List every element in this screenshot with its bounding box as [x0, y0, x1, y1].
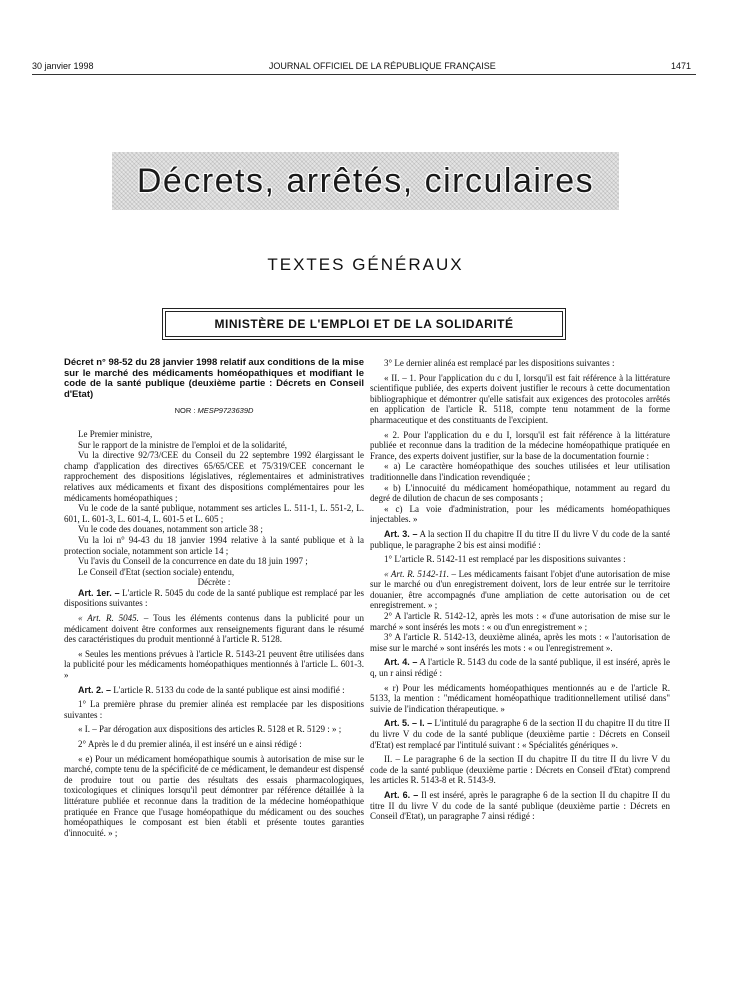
section-title: TEXTES GÉNÉRAUX	[267, 255, 464, 274]
article-label: Art. 2. –	[78, 684, 112, 695]
paragraph: Vu l'avis du Conseil de la concurrence en date du 18 juin 1997 ;	[78, 556, 308, 567]
paragraph: Le Conseil d'Etat (section sociale) entendu,	[78, 566, 235, 577]
paragraph: 1° L'article R. 5142-11 est remplacé par les dispositions suivantes :	[384, 554, 626, 565]
paragraph: Sur le rapport de la ministre de l'emploi et de la solidarité,	[78, 439, 288, 450]
article-label: Art. 6. –	[384, 789, 419, 800]
right-column	[370, 358, 670, 822]
nor-label: NOR :	[174, 406, 196, 416]
section-banner	[112, 152, 619, 210]
paragraph: « c) La voie d'administration, pour les médicaments homéopathiques injectables. »	[370, 503, 670, 525]
paragraph: 2° Après le d du premier alinéa, il est inséré un e ainsi rédigé :	[78, 739, 302, 749]
paragraph: « b) L'innocuité du médicament homéopathique, notamment au regard du degré de dilution de chacun de ses composants ;	[370, 482, 670, 504]
article-text: L'article R. 5133 du code de la santé publique est ainsi modifié :	[113, 684, 345, 695]
paragraph: Vu le code des douanes, notamment son article 38 ;	[78, 524, 263, 535]
article-text: L'article R. 5045 du code de la santé publique est remplacé par les dispositions suivantes :	[64, 587, 364, 609]
paragraph: 3° Le dernier alinéa est remplacé par les dispositions suivantes :	[384, 358, 615, 368]
article-text: Il est inséré, après le paragraphe 6 de la section II du chapitre II du titre II du livre V du code de la santé publique (deuxième partie : Décrets en Conseil d'Etat), un paragraphe 7 ainsi rédigé :	[370, 789, 670, 822]
paragraph: « I. – Par dérogation aux dispositions des articles R. 5128 et R. 5129 : » ;	[78, 724, 342, 735]
running-header	[32, 61, 691, 71]
paragraph: II. – Le paragraphe 6 de la section II du chapitre II du titre II du livre V du code de la santé publique (deuxième partie : Décrets en Conseil d'Etat) comprend les articles R. 5143-8 et R. 5143-9.	[370, 754, 670, 786]
article-label: Art. 5. – I. –	[384, 718, 433, 729]
ministry-box: MINISTÈRE DE L'EMPLOI ET DE LA SOLIDARITÉ	[165, 311, 563, 337]
paragraph-text: Tous les éléments contenus dans la publicité pour un médicament doivent être conformes aux renseignements figurant dans le résumé des caractéristiques du produit mentionné à l'article R. 5128.	[64, 613, 364, 645]
paragraph: Le Premier ministre,	[78, 428, 153, 439]
decree-title: Décret n° 98-52 du 28 janvier 1998 relatif aux conditions de la mise sur le marché des médicaments homéopathiques et modifiant le code de la santé publique (deuxième partie : Décrets en Conseil d'Etat)	[64, 357, 365, 400]
paragraph: 3° A l'article R. 5142-13, deuxième alinéa, après les mots : « l'autorisation de mise sur le marché » sont insérés les mots : « ou l'enregistrement ».	[370, 632, 670, 653]
banner-title: Décrets, arrêtés, circulaires	[136, 161, 595, 200]
article-2	[64, 685, 364, 696]
header-journal-name: JOURNAL OFFICIEL DE LA RÉPUBLIQUE FRANÇAISE	[268, 61, 496, 71]
paragraph	[64, 613, 364, 645]
paragraph: 2° A l'article R. 5142-12, après les mots : « d'une autorisation de mise sur le marché » sont insérés les mots : « ou d'un enregistrement » ;	[370, 611, 670, 632]
paragraph: « r) Pour les médicaments homéopathiques mentionnés au e de l'article R. 5133, la mention : "médicament homéopathique traditionnellement utilisé dans" suivie de l'indication thérapeutique. »	[370, 682, 670, 714]
paragraph: « II. – 1. Pour l'application du c du I, lorsqu'il est fait référence à la littérature scientifique publiée, des experts doivent justifier le recours à cette documentation bibliographique et démontrer qu'elle satisfait aux exigences des protocoles arrêtés en application de l'article R. 5118, compte tenu notamment de la forme pharmaceutique et des constituants de l'excipient.	[370, 372, 670, 425]
paragraph: Vu la loi n° 94-43 du 18 janvier 1994 relative à la santé publique et à la protection sociale, notamment son article 14 ;	[64, 534, 364, 556]
article-text: A la section II du chapitre II du titre II du livre V du code de la santé publique, le paragraphe 2 bis est ainsi modifié :	[370, 528, 670, 550]
article-1	[64, 588, 364, 609]
header-date: 30 janvier 1998	[32, 61, 94, 71]
article-6	[370, 790, 670, 822]
article-label: Art. 1er. –	[78, 587, 120, 598]
article-4	[370, 657, 670, 678]
paragraph-text: Les médicaments faisant l'objet d'une autorisation de mise sur le marché ou d'un enregistrement doivent, lors de leur entrée sur le territoire douanier, être accompagnés d'une ampliation de cette autorisation ou de cet enregistrement. » ;	[370, 568, 671, 611]
article-label: Art. 3. –	[384, 528, 418, 539]
nor-reference	[64, 406, 364, 417]
paragraph: 1° La première phrase du premier alinéa est remplacée par les dispositions suivantes :	[64, 699, 364, 720]
header-rule	[32, 74, 696, 75]
decrete-heading: Décrète :	[197, 577, 231, 588]
citation: « Art. R. 5045. –	[78, 613, 149, 624]
paragraph: « a) Le caractère homéopathique des souches utilisées et leur utilisation traditionnelle dans l'indication revendiquée ;	[370, 461, 670, 482]
article-3	[370, 529, 670, 550]
header-page-number: 1471	[670, 61, 691, 71]
paragraph: Vu la directive 92/73/CEE du Conseil du 22 septembre 1992 élargissant le champ d'application des directives 65/65/CEE et 75/319/CEE concernant le rapprochement des dispositions législatives, réglementaires et administratives relatives aux médicaments et fixant des dispositions complémentaires pour les médicaments homéopathiques ;	[64, 450, 364, 503]
article-5	[370, 718, 670, 750]
article-label: Art. 4. –	[384, 657, 418, 668]
paragraph: « e) Pour un médicament homéopathique soumis à autorisation de mise sur le marché, compte tenu de la spécificité de ce médicament, le demandeur est dispensé de produire tout ou partie des résultats des essais pharmacologiques, toxicologiques et cliniques lorsqu'il peut démontrer par référence détaillée à la littérature publiée et reconnue dans la tradition de la médecine homéopathique pratiquée en France que l'usage homéopathique du médicament ou des souches homéopathiques le composant est bien établi et présente toutes garanties d'innocuité. » ;	[64, 753, 364, 838]
article-text: A l'article R. 5143 du code de la santé publique, il est inséré, après le q, un r ainsi rédigé :	[370, 657, 670, 679]
citation: « Art. R. 5142-11. –	[384, 568, 457, 579]
paragraph: « Seules les mentions prévues à l'article R. 5143-21 peuvent être utilisées dans la publicité pour les médicaments homéopathiques mentionnés à l'article L. 601-3. »	[64, 648, 364, 681]
article-text: L'intitulé du paragraphe 6 de la section II du chapitre II du titre II du livre V du code de la santé publique (deuxième partie : Décrets en Conseil d'Etat) est remplacé par l'intitulé suivant : « Spécialités génériques ».	[370, 718, 671, 750]
nor-code: MESP9723639D	[197, 406, 254, 416]
paragraph: Vu le code de la santé publique, notamment ses articles L. 511-1, L. 551-2, L. 601, L. 601-3, L. 601-4, L. 601-5 et L. 605 ;	[64, 503, 364, 524]
paragraph	[370, 569, 670, 611]
left-column	[64, 358, 364, 838]
paragraph: « 2. Pour l'application du e du I, lorsqu'il est fait référence à la littérature publiée et reconnue dans la tradition de la médecine homéopathique pratiquée en France, des experts doivent justifier, sur la base de la documentation fournie :	[370, 429, 670, 461]
